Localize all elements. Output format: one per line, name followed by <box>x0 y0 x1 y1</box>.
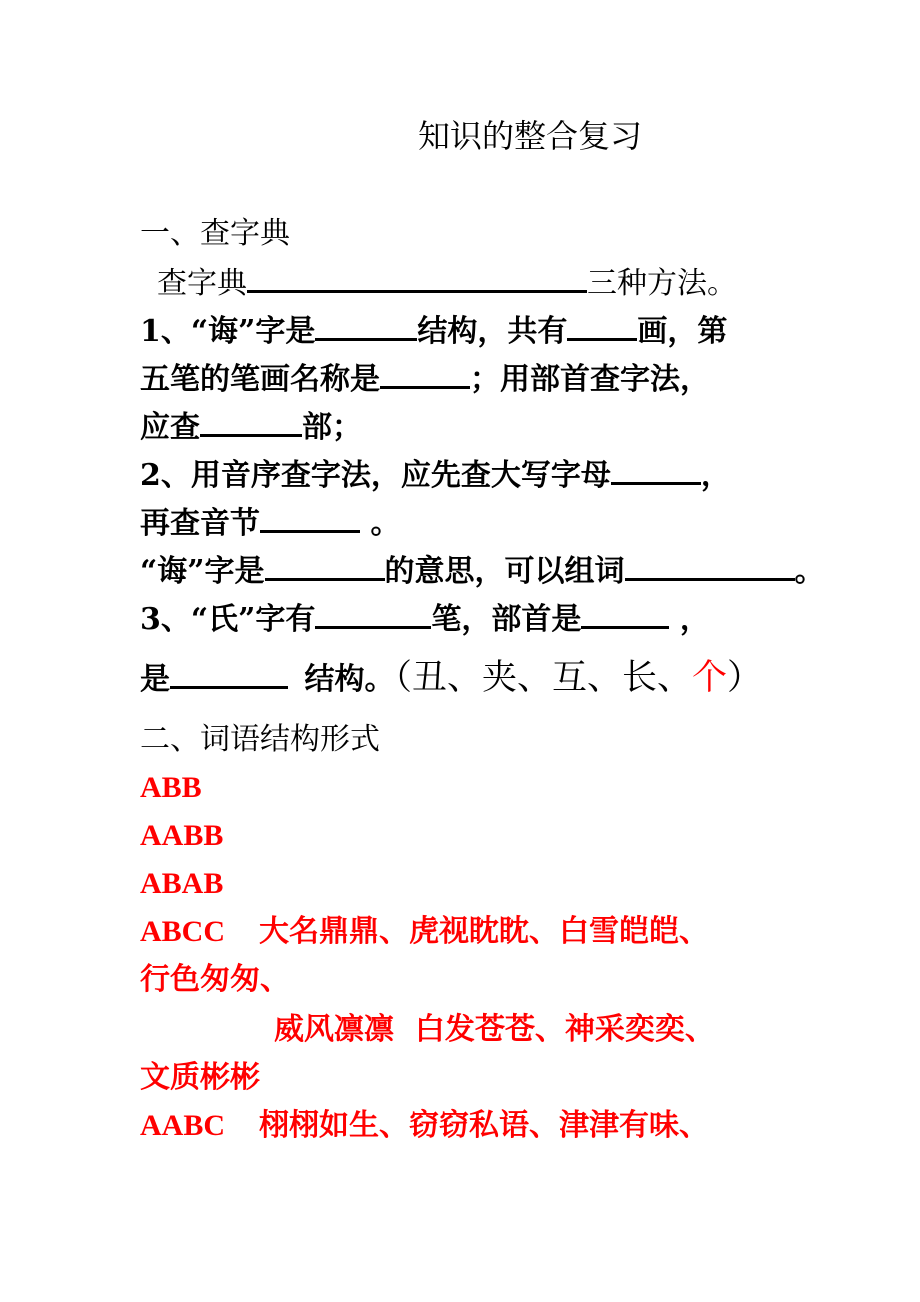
pattern-abb: ABB <box>140 771 202 804</box>
q3-text-c: ， <box>679 602 710 637</box>
section-1-heading <box>140 212 290 256</box>
q2-text-f: 的意思，可以组词 <box>384 554 625 589</box>
blank-stroke-count-2[interactable] <box>315 596 431 629</box>
pattern-abcc-line <box>140 910 709 954</box>
q3-text-a: 3、“氏”字有 <box>140 602 316 637</box>
q2-text-b: ， <box>700 458 731 493</box>
question-3-line-1 <box>140 596 710 642</box>
blank-structure-2[interactable] <box>170 656 288 689</box>
blank-radical-2[interactable] <box>581 596 669 629</box>
abcc-examples-4: 文质彬彬 <box>140 1060 260 1095</box>
blank-capital-letter[interactable] <box>611 452 701 485</box>
q3-text-d: 是 <box>140 662 170 697</box>
question-1-line-1 <box>140 308 727 354</box>
q3-close-paren: ） <box>726 658 762 698</box>
q3-text-e: 结构。 <box>304 662 395 697</box>
question-1-line-3 <box>140 404 362 450</box>
q2-text-d: 。 <box>370 506 401 541</box>
q3-text-b: 笔，部首是 <box>431 602 582 637</box>
blank-word[interactable] <box>625 548 795 581</box>
q1-text-c: 画，第 <box>637 314 728 349</box>
q3-answer: 个 <box>691 658 727 698</box>
q1-text-b: 结构，共有 <box>417 314 568 349</box>
question-1-line-2 <box>140 356 710 402</box>
section-2-heading <box>140 718 380 762</box>
blank-stroke-count[interactable] <box>567 308 637 341</box>
q2-text-g: 。 <box>794 554 825 589</box>
blank-meaning[interactable] <box>265 548 385 581</box>
pattern-aabb: AABB <box>140 819 224 852</box>
abcc-examples-1: 大名鼎鼎、虎视眈眈、白雪皑皑、 <box>259 914 710 949</box>
question-2-line-3 <box>140 548 825 594</box>
intro-text-b: 三种方法。 <box>587 266 737 301</box>
section-1-text: 一、查字典 <box>140 216 290 251</box>
q1-text-d: 五笔的笔画名称是 <box>140 362 380 397</box>
q2-text-c: 再查音节 <box>140 506 260 541</box>
q3-options: （丑、夹、互、长、 <box>394 658 692 698</box>
q2-text-e: “诲”字是 <box>140 554 265 589</box>
intro-text-a: 查字典 <box>157 266 247 301</box>
q2-text-a: 2、用音序查字法，应先查大写字母 <box>140 458 611 493</box>
blank-stroke-name[interactable] <box>380 356 470 389</box>
q1-text-g: 部； <box>302 410 362 445</box>
pattern-aabc: AABC <box>140 1109 226 1142</box>
question-3-line-2 <box>140 656 762 702</box>
q1-text-a: 1、“诲”字是 <box>140 314 316 349</box>
aabc-examples-1: 栩栩如生、窃窃私语、津津有味、 <box>259 1108 710 1143</box>
pattern-abab: ABAB <box>140 867 224 900</box>
blank-radical[interactable] <box>200 404 302 437</box>
intro-line <box>157 260 737 306</box>
abcc-examples-3: 威风凛凛 白发苍苍、神采奕奕、 <box>274 1012 715 1047</box>
blank-syllable[interactable] <box>260 500 360 533</box>
blank-structure[interactable] <box>315 308 417 341</box>
page-title: 知识的整合复习 <box>417 117 642 155</box>
pattern-abcc: ABCC <box>140 915 226 948</box>
q1-text-f: 应查 <box>140 410 200 445</box>
pattern-aabc-line <box>140 1104 709 1148</box>
abcc-examples-2: 行色匆匆、 <box>140 962 290 997</box>
section-2-text: 二、词语结构形式 <box>140 722 380 757</box>
question-2-line-1 <box>140 452 731 498</box>
blank-methods[interactable] <box>247 260 587 293</box>
question-2-line-2 <box>140 500 400 546</box>
q1-text-e: ；用部首查字法， <box>470 362 710 397</box>
